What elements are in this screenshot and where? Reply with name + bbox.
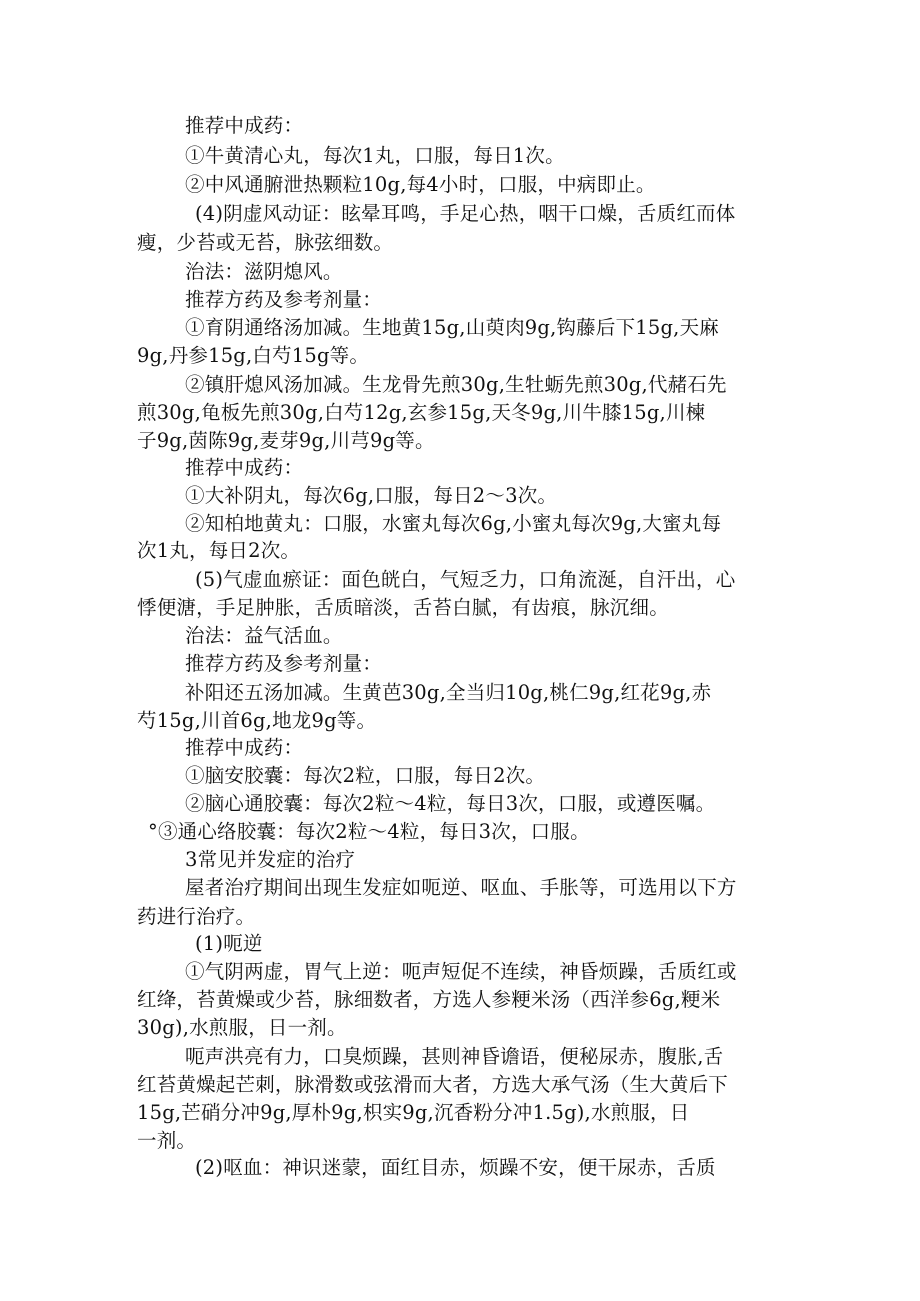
text-line: 30g),水煎服，日一剂。 bbox=[137, 1016, 347, 1039]
text-line: 悸便溏，手足肿胀，舌质暗淡，舌苔白腻，有齿痕，脉沉细。 bbox=[137, 596, 669, 619]
text-line: 推荐中成药： bbox=[185, 114, 304, 137]
text-line: 药进行治疗。 bbox=[137, 905, 256, 928]
text-line: ①气阴两虚，胃气上逆：呃声短促不连续，神昏烦躁，舌质红或 bbox=[185, 960, 737, 983]
text-line: °③通心络胶囊：每次2粒～4粒，每日3次，口服。 bbox=[148, 820, 590, 843]
text-line: ①育阴通络汤加减。生地黄15g,山萸肉9g,钩藤后下15g,天麻 bbox=[185, 316, 719, 339]
text-line: ①脑安胶囊：每次2粒，口服，每日2次。 bbox=[185, 764, 546, 787]
text-line: (1)呃逆 bbox=[195, 932, 263, 955]
text-line: 3常见并发症的治疗 bbox=[185, 848, 356, 871]
text-line: 治法：滋阴熄风。 bbox=[185, 260, 343, 283]
text-line: 红绛，苔黄燥或少苔，脉细数者，方选人参粳米汤（西洋参6g,粳米 bbox=[137, 988, 721, 1011]
text-line: 推荐中成药： bbox=[185, 736, 304, 759]
text-line: 15g,芒硝分冲9g,厚朴9g,枳实9g,沉香粉分冲1.5g),水煎服，日 bbox=[137, 1101, 690, 1124]
text-line: 子9g,茵陈9g,麦芽9g,川芎9g等。 bbox=[137, 429, 435, 452]
text-line: ②中风通腑泄热颗粒10g,每4小时，口服，中病即止。 bbox=[185, 173, 656, 196]
text-line: 一剂。 bbox=[137, 1129, 197, 1152]
text-line: 9g,丹参15g,白芍15g等。 bbox=[137, 344, 370, 367]
text-line: 推荐方药及参考剂量： bbox=[185, 652, 383, 675]
text-line: 次1丸，每日2次。 bbox=[137, 539, 301, 562]
text-line: (5)气虚血瘀证：面色㿠白，气短乏力，口角流涎，自汗出，心 bbox=[195, 568, 736, 591]
text-line: ②知柏地黄丸：口服，水蜜丸每次6g,小蜜丸每次9g,大蜜丸每 bbox=[185, 512, 722, 535]
text-line: 推荐中成药： bbox=[185, 456, 304, 479]
text-line: 治法：益气活血。 bbox=[185, 624, 343, 647]
text-line: 屋者治疗期间出现生发症如呃逆、呕血、手胀等，可选用以下方 bbox=[185, 876, 737, 899]
text-line: 煎30g,龟板先煎30g,白芍12g,玄参15g,天冬9g,川牛膝15g,川楝 bbox=[137, 401, 706, 424]
text-line: 红苔黄燥起芒刺，脉滑数或弦滑而大者，方选大承气汤（生大黄后下 bbox=[137, 1073, 729, 1096]
text-line: 推荐方药及参考剂量： bbox=[185, 288, 383, 311]
text-line: ①牛黄清心丸，每次1丸，口服，每日1次。 bbox=[185, 144, 565, 167]
text-line: ②脑心通胶囊：每次2粒～4粒，每日3次，口服，或遵医嘱。 bbox=[185, 792, 716, 815]
text-line: (4)阴虚风动证：眩晕耳鸣，手足心热，咽干口燥，舌质红而体 bbox=[195, 202, 736, 225]
text-line: 瘦，少苔或无苔，脉弦细数。 bbox=[137, 231, 394, 254]
text-line: 补阳还五汤加减。生黄芭30g,全当归10g,桃仁9g,红花9g,赤 bbox=[185, 681, 712, 704]
text-line: ①大补阴丸，每次6g,口服，每日2～3次。 bbox=[185, 484, 558, 507]
text-line: 芍15g,川首6g,地龙9g等。 bbox=[137, 709, 377, 732]
text-line: (2)呕血：神识迷蒙，面红目赤，烦躁不安，便干尿赤，舌质 bbox=[195, 1156, 716, 1179]
text-line: 呃声洪亮有力，口臭烦躁，甚则神昏谵语，便秘尿赤，腹胀,舌 bbox=[185, 1045, 724, 1068]
text-line: ②镇肝熄风汤加减。生龙骨先煎30g,生牡蛎先煎30g,代赭石先 bbox=[185, 373, 727, 396]
